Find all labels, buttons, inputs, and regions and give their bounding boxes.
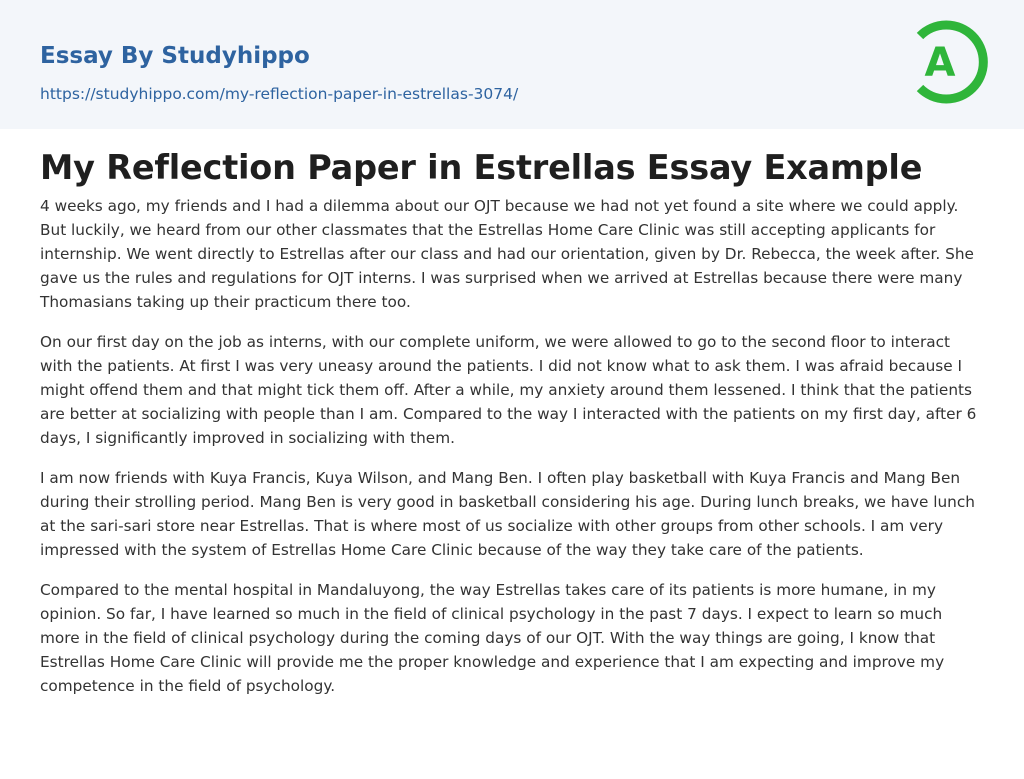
page-url-link[interactable]: https://studyhippo.com/my-reflection-paper-in-estrellas-3074/ [40, 85, 519, 103]
article-title: My Reflection Paper in Estrellas Essay Example [40, 148, 923, 187]
site-brand[interactable]: Essay By Studyhippo [40, 43, 310, 69]
article-paragraph: 4 weeks ago, my friends and I had a dilemma about our OJT because we had not yet found a site where we could apply. But luckily, we heard from our other classmates that the Estrellas Home Care Clinic was still accepting applicants for internship. We went directly to Estrellas after our class and had our orientation, given by Dr. Rebecca, the week after. She gave us the rules and regulations for OJT interns. I was surprised when we arrived at Estrellas because there were many Thomasians taking up their practicum there too. [40, 197, 974, 311]
logo-letter: A [924, 40, 956, 86]
article-paragraph: On our first day on the job as interns, with our complete uniform, we were allowed to go to the second floor to interact with the patients. At first I was very uneasy around the patients. I did not know what to ask them. I was afraid because I might offend them and that might tick them off. After a while, my anxiety around them lessened. I think that the patients are better at socializing with people than I am. Compared to the way I interacted with the patients on my first day, after 6 days, I significantly improved in socializing with them. [40, 333, 977, 447]
article-paragraph: I am now friends with Kuya Francis, Kuya Wilson, and Mang Ben. I often play basketball with Kuya Francis and Mang Ben during their strolling period. Mang Ben is very good in basketball considering his age. During lunch breaks, we have lunch at the sari-sari store near Estrellas. That is where most of us socialize with other groups from other schools. I am very impressed with the system of Estrellas Home Care Clinic because of the way they take care of the patients. [40, 469, 975, 559]
article-paragraph: Compared to the mental hospital in Mandaluyong, the way Estrellas takes care of its patients is more humane, in my opinion. So far, I have learned so much in the field of clinical psychology in the past 7 days. I expect to learn so much more in the field of clinical psychology during the coming days of our OJT. With the way things are going, I know that Estrellas Home Care Clinic will provide me the proper knowledge and experience that I am expecting and improve my competence in the field of psychology. [40, 581, 945, 695]
page-header [0, 0, 1024, 129]
studyhippo-logo-icon[interactable] [906, 18, 990, 106]
article-body [40, 194, 984, 714]
